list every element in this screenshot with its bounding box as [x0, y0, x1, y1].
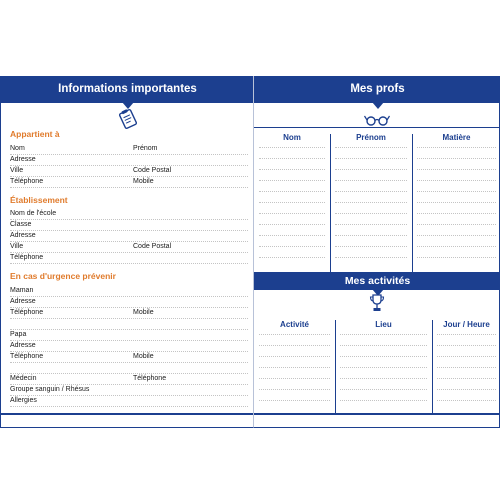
banner-profs — [254, 76, 500, 103]
form-row[interactable] — [10, 231, 248, 242]
table-row[interactable] — [259, 180, 325, 181]
table-row[interactable] — [340, 389, 427, 390]
field-label: Ville — [10, 167, 24, 174]
field-label: Prénom — [133, 145, 158, 152]
field-label: Téléphone — [10, 353, 44, 360]
table-row[interactable] — [340, 378, 427, 379]
table-row[interactable] — [335, 246, 407, 247]
column-divider — [335, 320, 336, 413]
table-row[interactable] — [417, 246, 496, 247]
profs-top-rule — [254, 127, 500, 128]
field-label: Téléphone — [10, 178, 44, 185]
field-label: Papa — [10, 331, 27, 338]
table-row[interactable] — [259, 389, 330, 390]
table-row[interactable] — [417, 257, 496, 258]
table-row[interactable] — [335, 158, 407, 159]
field-label: Nom — [10, 145, 25, 152]
table-row[interactable] — [437, 389, 496, 390]
section-title: Appartient à — [10, 129, 60, 139]
field-label: Groupe sanguin / Rhésus — [10, 386, 90, 393]
table-row[interactable] — [259, 334, 330, 335]
form-row[interactable] — [10, 385, 248, 396]
table-row[interactable] — [417, 213, 496, 214]
clipboard-icon — [117, 109, 139, 129]
form-row[interactable] — [10, 166, 248, 177]
form-row[interactable] — [10, 209, 248, 220]
table-row[interactable] — [340, 356, 427, 357]
table-row[interactable] — [259, 191, 325, 192]
form-row[interactable] — [10, 363, 248, 374]
table-row[interactable] — [259, 356, 330, 357]
table-row[interactable] — [340, 334, 427, 335]
form-row[interactable] — [10, 352, 248, 363]
column-header: Nom — [283, 133, 301, 142]
bottom-rule — [1, 413, 254, 415]
profs-title: Mes profs — [350, 83, 405, 95]
table-row[interactable] — [259, 213, 325, 214]
form-row[interactable] — [10, 220, 248, 231]
field-label: Code Postal — [133, 243, 172, 250]
form-row[interactable] — [10, 155, 248, 166]
table-row[interactable] — [417, 235, 496, 236]
page-title: Informations importantes — [58, 83, 197, 95]
field-label: Maman — [10, 287, 34, 294]
table-row[interactable] — [335, 257, 407, 258]
field-label: Adresse — [10, 232, 36, 239]
field-label: Médecin — [10, 375, 37, 382]
form-row[interactable] — [10, 330, 248, 341]
bottom-rule — [254, 413, 500, 415]
table-row[interactable] — [259, 246, 325, 247]
field-label: Mobile — [133, 178, 154, 185]
form-row[interactable] — [10, 319, 248, 330]
table-row[interactable] — [340, 400, 427, 401]
table-row[interactable] — [259, 378, 330, 379]
table-row[interactable] — [417, 158, 496, 159]
table-row[interactable] — [437, 356, 496, 357]
banner-notch — [372, 102, 384, 109]
form-row[interactable] — [10, 177, 248, 188]
section-title: Établissement — [10, 195, 68, 205]
banner-notch — [122, 102, 134, 109]
table-row[interactable] — [417, 180, 496, 181]
banner-informations — [1, 76, 254, 103]
form-row[interactable] — [10, 341, 248, 352]
table-row[interactable] — [259, 224, 325, 225]
form-row[interactable] — [10, 308, 248, 319]
table-row[interactable] — [437, 400, 496, 401]
page-profs-activites — [253, 76, 500, 428]
field-label: Classe — [10, 221, 32, 228]
field-label: Code Postal — [133, 167, 172, 174]
table-row[interactable] — [259, 235, 325, 236]
table-row[interactable] — [417, 191, 496, 192]
notebook-spread — [0, 76, 500, 428]
table-row[interactable] — [335, 224, 407, 225]
banner-activites — [254, 272, 500, 290]
table-row[interactable] — [335, 191, 407, 192]
table-row[interactable] — [335, 213, 407, 214]
table-row[interactable] — [417, 202, 496, 203]
table-row[interactable] — [259, 257, 325, 258]
table-row[interactable] — [259, 202, 325, 203]
table-row[interactable] — [437, 378, 496, 379]
column-header: Matière — [442, 133, 471, 142]
form-row[interactable] — [10, 286, 248, 297]
table-row[interactable] — [417, 169, 496, 170]
column-divider — [432, 320, 433, 413]
form-row[interactable] — [10, 242, 248, 253]
field-label: Mobile — [133, 353, 154, 360]
field-label: Mobile — [133, 309, 154, 316]
form-row[interactable] — [10, 396, 248, 407]
table-row[interactable] — [437, 345, 496, 346]
page-informations — [0, 76, 253, 428]
table-row[interactable] — [335, 169, 407, 170]
table-row[interactable] — [437, 334, 496, 335]
column-header: Lieu — [375, 320, 392, 329]
form-row[interactable] — [10, 144, 248, 155]
section-title: En cas d'urgence prévenir — [10, 271, 116, 281]
field-label: Téléphone — [133, 375, 167, 382]
table-row[interactable] — [259, 367, 330, 368]
activites-title: Mes activités — [344, 275, 411, 287]
table-row[interactable] — [437, 367, 496, 368]
field-label: Téléphone — [10, 309, 44, 316]
field-label: Adresse — [10, 298, 36, 305]
form-row[interactable] — [10, 253, 248, 264]
column-header: Activité — [280, 320, 309, 329]
trophy-icon — [369, 294, 385, 312]
table-row[interactable] — [335, 180, 407, 181]
table-row[interactable] — [259, 158, 325, 159]
table-row[interactable] — [340, 367, 427, 368]
table-row[interactable] — [417, 224, 496, 225]
table-row[interactable] — [417, 147, 496, 148]
field-label: Nom de l'école — [10, 210, 57, 217]
column-divider — [412, 134, 413, 272]
field-label: Ville — [10, 243, 24, 250]
field-label: Téléphone — [10, 254, 44, 261]
form-row[interactable] — [10, 374, 248, 385]
table-row[interactable] — [259, 345, 330, 346]
field-label: Allergies — [10, 397, 37, 404]
table-row[interactable] — [335, 235, 407, 236]
column-header: Jour / Heure — [443, 320, 490, 329]
field-label: Adresse — [10, 156, 36, 163]
table-row[interactable] — [335, 147, 407, 148]
field-label: Adresse — [10, 342, 36, 349]
column-divider — [330, 134, 331, 272]
table-row[interactable] — [259, 169, 325, 170]
glasses-icon — [364, 114, 390, 126]
table-row[interactable] — [259, 400, 330, 401]
table-row[interactable] — [259, 147, 325, 148]
column-header: Prénom — [356, 133, 386, 142]
table-row[interactable] — [340, 345, 427, 346]
form-row[interactable] — [10, 297, 248, 308]
table-row[interactable] — [335, 202, 407, 203]
